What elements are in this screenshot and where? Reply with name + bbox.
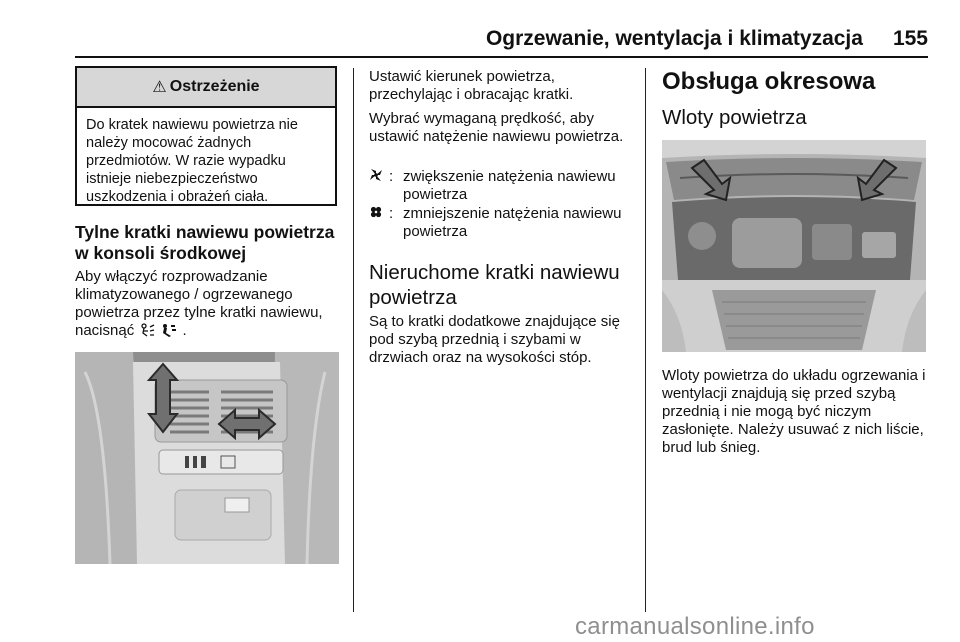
air-inlets-caption: Wloty powietrza do układu ogrzewania i wentylacji znajdują się przed szybą przednią i nie mogą być niczym zasłonięte. Należy usuwać z nich liście, brud lub śnieg. bbox=[662, 367, 926, 456]
warning-title: Ostrzeżenie bbox=[169, 78, 260, 95]
page-header bbox=[380, 27, 928, 53]
fixed-vents-text: Są to kratki dodatkowe znajdujące się pod szybą przednią i szybami w drzwiach oraz na wysokości stóp. bbox=[369, 313, 620, 366]
list-colon: : bbox=[389, 168, 394, 185]
maintenance-title: Obsługa okresowa bbox=[662, 68, 876, 95]
rear-vents-text-end: . bbox=[182, 322, 187, 339]
rear-vents-illustration bbox=[75, 352, 339, 564]
fan-small-icon bbox=[369, 205, 389, 241]
column-divider-1 bbox=[353, 68, 354, 612]
fixed-vents-heading: Nieruchome kratki nawiewu powietrza bbox=[369, 261, 620, 309]
list-item-text: zmniejszenie natężenia nawiewu powietrza bbox=[403, 205, 622, 240]
column-divider-2 bbox=[645, 68, 646, 612]
header-divider bbox=[75, 56, 928, 58]
warning-text: Do kratek nawiewu powietrza nie należy mocować żadnych przedmiotów. W razie wypadku istnieje niebezpieczeństwo uszkodzenia i obrażeń ciała. bbox=[86, 117, 298, 205]
direction-paragraph: Ustawić kierunek powietrza, przechylając i obracając kratki. bbox=[369, 68, 574, 103]
speed-paragraph: Wybrać wymaganą prędkość, aby ustawić natężenie nawiewu powietrza. bbox=[369, 110, 624, 145]
rear-vents-text-body: Aby włączyć rozprowadzanie klimatyzowanego / ogrzewanego powietrza przez tylne kratki nawiewu, nacisnąć bbox=[75, 268, 323, 339]
air-inlets-title: Wloty powietrza bbox=[662, 106, 807, 129]
list-item bbox=[369, 205, 635, 241]
rear-vents-text bbox=[75, 268, 350, 340]
warning-triangle-icon: ⚠ bbox=[152, 79, 167, 96]
fan-large-icon bbox=[369, 168, 389, 204]
page-header-title: Ogrzewanie, wentylacja i klimatyzacja bbox=[485, 27, 863, 50]
warning-header bbox=[77, 68, 335, 108]
page-number: 155 bbox=[892, 27, 928, 50]
list-item bbox=[369, 168, 635, 204]
watermark: carmanualsonline.info bbox=[575, 613, 815, 640]
rear-vent-mode-icon bbox=[138, 323, 178, 337]
rear-vents-heading: Tylne kratki nawiewu powietrza w konsoli środkowej bbox=[75, 222, 335, 263]
engine-bay-illustration bbox=[662, 140, 926, 352]
list-item-text: zwiększenie natężenia nawiewu powietrza bbox=[403, 168, 616, 203]
list-colon: : bbox=[389, 205, 394, 222]
warning-box bbox=[75, 66, 337, 206]
